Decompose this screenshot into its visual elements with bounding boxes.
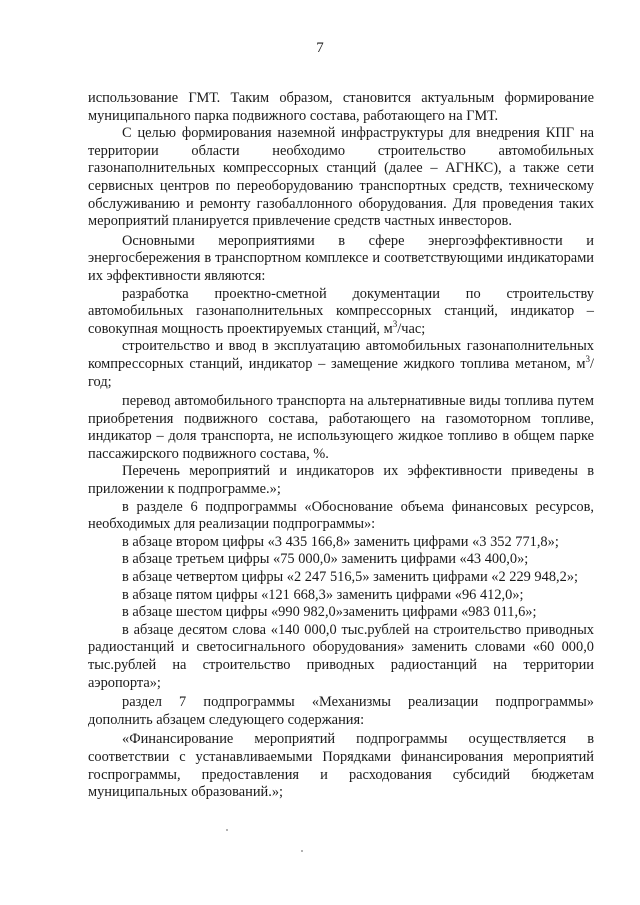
paragraph-section-6: в разделе 6 подпрограммы «Обоснование объема финансовых ресурсов, необходимых для реализации подпрограммы»: xyxy=(88,498,594,533)
paragraph-design-text: разработка проектно-сметной документации по строительству автомобильных газонаполнительных компрессорных станций, индикатор – совокупная мощность проектируемых станций, м xyxy=(88,285,594,337)
paragraph-construction-text: строительство и ввод в эксплуатацию автомобильных газонаполнительных компрессорных станций, индикатор – замещение жидкого топлива метаном, м xyxy=(88,338,594,372)
superscript-cubic: 3 xyxy=(585,354,590,365)
paragraph-financing: «Финансирование мероприятий подпрограммы осуществляется в соответствии с устанавливаемыми Порядками финансирования мероприятий госпрограммы, предоставления и расходования субсидий бюджетам муниципальных образований.»; xyxy=(88,731,594,801)
paragraph-amend-third: в абзаце третьем цифры «75 000,0» заменить цифрами «43 400,0»; xyxy=(122,551,529,568)
paragraph-section-7: раздел 7 подпрограммы «Механизмы реализации подпрограммы» дополнить абзацем следующего содержания: xyxy=(88,694,594,728)
paragraph-infrastructure: С целью формирования наземной инфраструктуры для внедрения КПГ на территории области необходимо строительство автомобильных газонаполнительных компрессорных станций (далее – АГНКС), а также сети сервисных центров по переоборудованию транспортных средств, техническому обслуживанию и ремонту газобаллонного оборудования. Для проведения таких мероприятий планируется привлечение средств частных инвесторов. xyxy=(88,125,594,230)
paragraph-main-measures: Основными мероприятиями в сфере энергоэффективности и энергосбережения в транспортном комплексе и соответствующими индикаторами их эффективности являются: xyxy=(88,232,594,284)
paragraph-design-documentation xyxy=(88,286,594,339)
page-number: 7 xyxy=(316,40,324,56)
paragraph-construction xyxy=(88,338,594,391)
scan-artifact xyxy=(226,829,228,831)
paragraph-amend-fourth: в абзаце четвертом цифры «2 247 516,5» заменить цифрами «2 229 948,2»; xyxy=(122,569,579,586)
paragraph-design-unit: /час; xyxy=(397,320,426,337)
paragraph-amend-fifth: в абзаце пятом цифры «121 668,3» заменить цифрами «96 412,0»; xyxy=(122,586,524,603)
paragraph-amend-second: в абзаце втором цифры «3 435 166,8» заменить цифрами «3 352 771,8»; xyxy=(122,533,559,550)
paragraph-gmt-fleet: использование ГМТ. Таким образом, становится актуальным формирование муниципального парка подвижного состава, работающего на ГМТ. xyxy=(88,90,594,124)
superscript-cubic: 3 xyxy=(392,318,398,329)
paragraph-appendix-reference: Перечень мероприятий и индикаторов их эффективности приведены в приложении к подпрограмме.»; xyxy=(88,463,594,498)
paragraph-construction-unit: /год; xyxy=(88,355,594,390)
document-body xyxy=(88,90,594,802)
paragraph-amend-tenth: в абзаце десятом слова «140 000,0 тыс.рублей на строительство приводных радиостанций и светосигнального оборудования» заменить словами «60 000,0 тыс.рублей на строительство приводных радиостанций на территории аэропорта»; xyxy=(88,621,594,691)
paragraph-fuel-transition: перевод автомобильного транспорта на альтернативные виды топлива путем приобретения подвижного состава, работающего на газомоторном топливе, индикатор – доля транспорта, не использующего жидкое топливо в общем парке пассажирского подвижного состава, %. xyxy=(88,393,594,462)
scan-artifact xyxy=(301,850,303,852)
paragraph-amend-sixth: в абзаце шестом цифры «990 982,0»заменить цифрами «983 011,6»; xyxy=(122,604,537,621)
